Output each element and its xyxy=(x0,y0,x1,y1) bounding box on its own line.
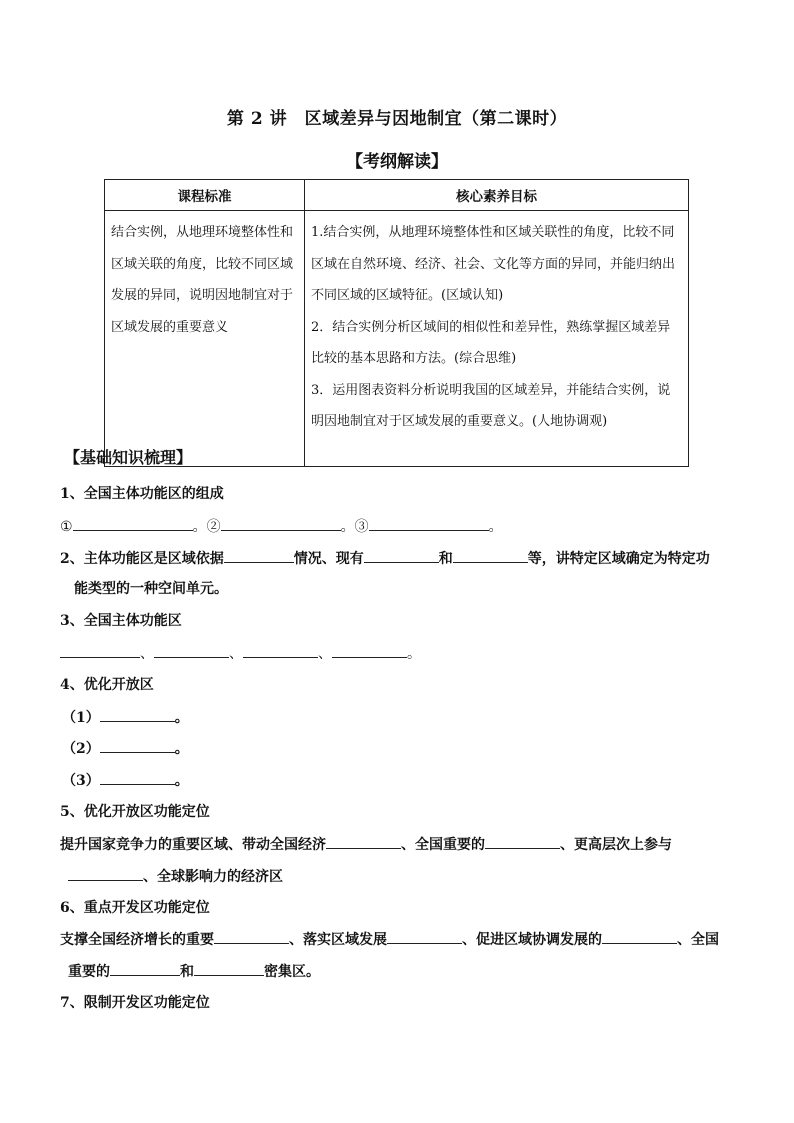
q5-text: 提升国家竞争力的重要区域、带动全国经济 、全国重要的 、更高层次上参与 xyxy=(60,834,672,855)
answer-blank[interactable] xyxy=(194,961,264,976)
answer-blank[interactable] xyxy=(485,834,560,849)
answer-blank[interactable] xyxy=(224,548,294,563)
answer-blank[interactable] xyxy=(387,929,462,944)
table-header-row xyxy=(105,180,689,211)
answer-blank[interactable] xyxy=(214,929,289,944)
q5-heading: 5、优化开放区功能定位 xyxy=(60,804,210,820)
q7-heading: 7、限制开发区功能定位 xyxy=(60,995,210,1011)
answer-blank[interactable] xyxy=(60,643,140,658)
header-curriculum-standard: 课程标准 xyxy=(105,180,305,211)
answer-blank[interactable] xyxy=(68,866,143,881)
q1-heading: 1、全国主体功能区的组成 xyxy=(60,486,224,502)
q3-heading: 3、全国主体功能区 xyxy=(60,613,182,629)
answer-blank[interactable] xyxy=(100,738,175,753)
core-literacy-cell xyxy=(305,211,689,467)
answer-blank[interactable] xyxy=(332,643,407,658)
syllabus-table xyxy=(104,179,689,467)
basics-heading: 【基础知识梳理】 xyxy=(64,448,193,467)
q4-item-1: （1） 。 xyxy=(62,707,189,728)
goal-item: 2．结合实例分析区域间的相似性和差异性，熟练掌握区域差异比较的基本思路和方法。(综合思维) xyxy=(311,319,671,366)
q4-heading: 4、优化开放区 xyxy=(60,677,154,693)
q6-text-cont: 重要的 和 密集区。 xyxy=(68,961,320,982)
header-core-literacy: 核心素养目标 xyxy=(305,180,689,211)
answer-blank[interactable] xyxy=(100,770,175,785)
answer-blank[interactable] xyxy=(154,643,229,658)
goal-item: 1.结合实例，从地理环境整体性和区域关联性的角度，比较不同区域在自然环境、经济、社会、文化等方面的异同，并能归纳出不同区域的区域特征。(区域认知) xyxy=(311,225,676,303)
curriculum-standard-cell: 结合实例，从地理环境整体性和区域关联的角度，比较不同区域发展的异同，说明因地制宜对于区域发展的重要意义 xyxy=(105,211,305,467)
exam-outline-heading: 【考纲解读】 xyxy=(346,152,448,172)
answer-blank[interactable] xyxy=(453,548,528,563)
q2-text-cont: 能类型的一种空间单元。 xyxy=(74,581,228,597)
goal-item: 3．运用图表资料分析说明我国的区域差异，并能结合实例，说明因地制宜对于区域发展的重要意义。(人地协调观) xyxy=(311,382,671,429)
lesson-title: 第 2 讲 区域差异与因地制宜（第二课时） xyxy=(226,109,568,129)
answer-blank[interactable] xyxy=(221,516,341,531)
q1-blanks: ① 。② 。③ 。 xyxy=(60,516,503,537)
q5-text-cont: 、全球影响力的经济区 xyxy=(68,866,283,887)
answer-blank[interactable] xyxy=(243,643,318,658)
q2-text: 2、主体功能区是区域依据 情况、现有 和 等，讲特定区域确定为特定功 xyxy=(60,548,710,569)
answer-blank[interactable] xyxy=(110,961,180,976)
q4-item-3: （3） 。 xyxy=(62,770,189,791)
answer-blank[interactable] xyxy=(369,516,489,531)
q3-blanks: 、 、 、 。 xyxy=(60,643,421,664)
answer-blank[interactable] xyxy=(100,707,175,722)
answer-blank[interactable] xyxy=(326,834,401,849)
answer-blank[interactable] xyxy=(602,929,677,944)
q6-text: 支撑全国经济增长的重要 、落实区域发展 、促进区域协调发展的 、全国 xyxy=(60,929,719,950)
answer-blank[interactable] xyxy=(364,548,439,563)
table-row xyxy=(105,211,689,467)
q6-heading: 6、重点开发区功能定位 xyxy=(60,900,210,916)
answer-blank[interactable] xyxy=(73,516,193,531)
q4-item-2: （2） 。 xyxy=(62,738,189,759)
